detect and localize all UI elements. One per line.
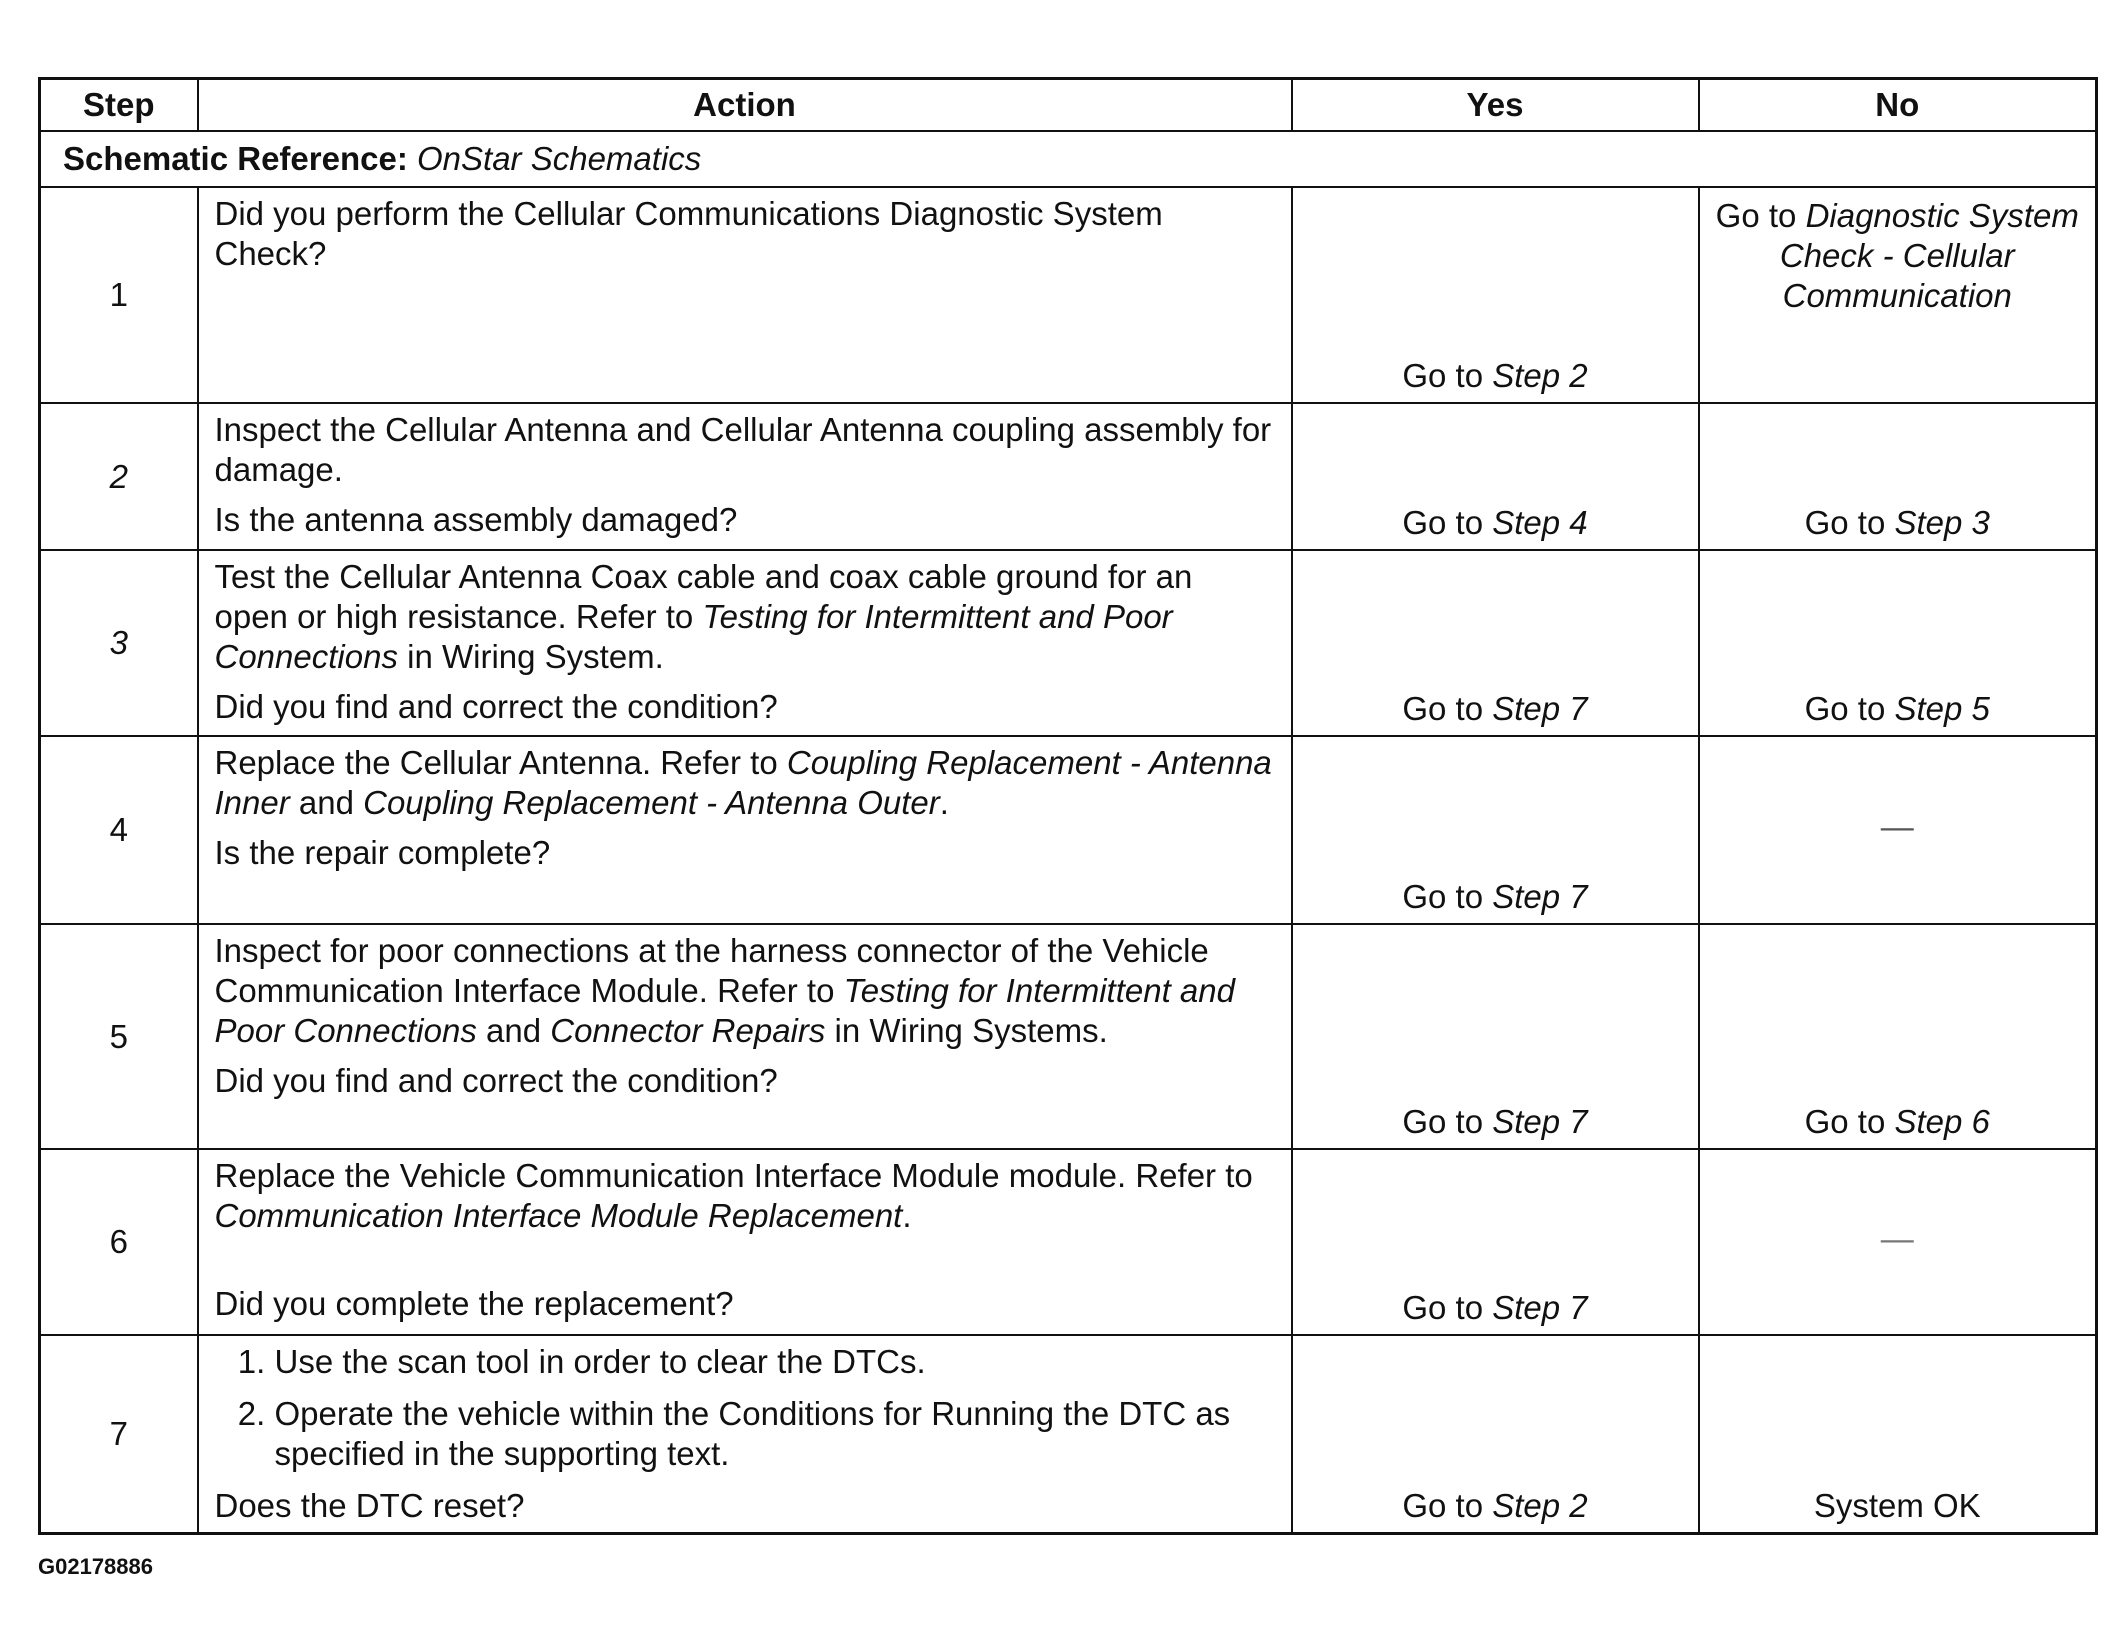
ref-link[interactable]: Testing for Intermittent and Poor Connections [214,598,1173,675]
no-result: System OK [1813,1487,1981,1524]
no-step-link[interactable]: Step 5 [1894,690,1990,727]
ref-link[interactable]: Testing for Intermittent and Poor Connections [214,972,1235,1049]
action-question: Did you complete the replacement? [214,1285,734,1322]
header-step: Step [40,79,198,132]
yes-cell: Go to Step 4 [1292,403,1699,550]
action-list [215,1342,1273,1474]
action-question: Did you find and correct the condition? [214,688,778,725]
yes-step-link[interactable]: Step 7 [1492,1103,1588,1140]
no-cell: Go to Diagnostic System Check - Cellular Communication [1699,187,2097,403]
action-question: Is the repair complete? [214,834,551,871]
table-row [40,550,2097,736]
action-text: Replace the Cellular Antenna. Refer to Coupling Replacement - Antenna Inner and Coupling Replacement - Antenna Outer. [214,744,1272,821]
yes-cell: Go to Step 7 [1292,1149,1699,1335]
header-no: No [1699,79,2097,132]
no-step-link[interactable]: Diagnostic System Check - Cellular Communication [1779,197,2079,314]
table-row [40,736,2097,924]
yes-step-link[interactable]: Step 4 [1492,504,1588,541]
schematic-label: Schematic Reference: [63,140,408,177]
table-row [40,924,2097,1149]
step-number: 1 [40,187,198,403]
no-step-link[interactable]: Step 3 [1894,504,1990,541]
yes-cell: Go to Step 7 [1292,924,1699,1149]
action-text: Test the Cellular Antenna Coax cable and coax cable ground for an open or high resistance. Refer to Testing for Intermittent and Poor Connections in Wiring System. [214,558,1193,675]
no-step-link[interactable]: Step 6 [1894,1103,1990,1140]
yes-cell: Go to Step 2 [1292,187,1699,403]
action-text: Did you perform the Cellular Communications Diagnostic System Check? [214,195,1163,272]
yes-step-link[interactable]: Step 2 [1492,357,1588,394]
ref-link[interactable]: Communication Interface Module Replacement [214,1197,903,1234]
schematic-row [40,131,2097,187]
list-item: 1. Use the scan tool in order to clear the DTCs. [275,1342,1273,1382]
no-cell: Go to Step 6 [1699,924,2097,1149]
action-cell [198,924,1292,1149]
table-row [40,403,2097,550]
header-row [40,79,2097,132]
ref-link[interactable]: Coupling Replacement - Antenna Inner [214,744,1272,821]
yes-cell: Go to Step 7 [1292,736,1699,924]
step-number: 6 [40,1149,198,1335]
step-number: 7 [40,1335,198,1534]
no-cell [1699,1149,2097,1335]
step-number: 5 [40,924,198,1149]
yes-cell: Go to Step 2 [1292,1335,1699,1534]
action-question: Is the antenna assembly damaged? [214,501,738,538]
no-cell [1699,736,2097,924]
step-number: 2 [40,403,198,550]
schematic-link[interactable]: OnStar Schematics [417,140,702,177]
action-question: Does the DTC reset? [214,1487,525,1524]
action-cell [198,403,1292,550]
action-cell [198,187,1292,403]
yes-step-link[interactable]: Step 7 [1492,690,1588,727]
no-cell: Go to Step 3 [1699,403,2097,550]
yes-step-link[interactable]: Step 7 [1492,878,1588,915]
header-yes: Yes [1292,79,1699,132]
table-row [40,1335,2097,1534]
schematic-reference [40,131,2097,187]
action-cell [198,1335,1292,1534]
action-question: Did you find and correct the condition? [214,1062,778,1099]
no-dash: — [1880,1220,1914,1257]
yes-step-link[interactable]: Step 2 [1492,1487,1588,1524]
yes-step-link[interactable]: Step 7 [1492,1289,1588,1326]
ref-link[interactable]: Coupling Replacement - Antenna Outer [363,784,940,821]
action-text: Inspect for poor connections at the harness connector of the Vehicle Communication Interface Module. Refer to Testing for Intermittent and Poor Connections and Connector Repairs in Wiring Systems. [214,932,1235,1049]
action-cell [198,1149,1292,1335]
step-number: 4 [40,736,198,924]
action-text: Inspect the Cellular Antenna and Cellular Antenna coupling assembly for damage. [214,411,1272,488]
action-cell [198,736,1292,924]
no-dash: — [1880,808,1914,845]
diagnostic-table [38,77,2098,1535]
action-cell [198,550,1292,736]
no-cell [1699,1335,2097,1534]
list-item: 2. Operate the vehicle within the Conditions for Running the DTC as specified in the supporting text. [275,1394,1273,1474]
header-action: Action [198,79,1292,132]
table-row [40,187,2097,403]
table-row [40,1149,2097,1335]
action-text: Replace the Vehicle Communication Interface Module module. Refer to Communication Interface Module Replacement. [214,1157,1253,1234]
yes-cell: Go to Step 7 [1292,550,1699,736]
no-cell: Go to Step 5 [1699,550,2097,736]
ref-link[interactable]: Connector Repairs [550,1012,826,1049]
figure-id: G02178886 [38,1554,153,1579]
step-number: 3 [40,550,198,736]
